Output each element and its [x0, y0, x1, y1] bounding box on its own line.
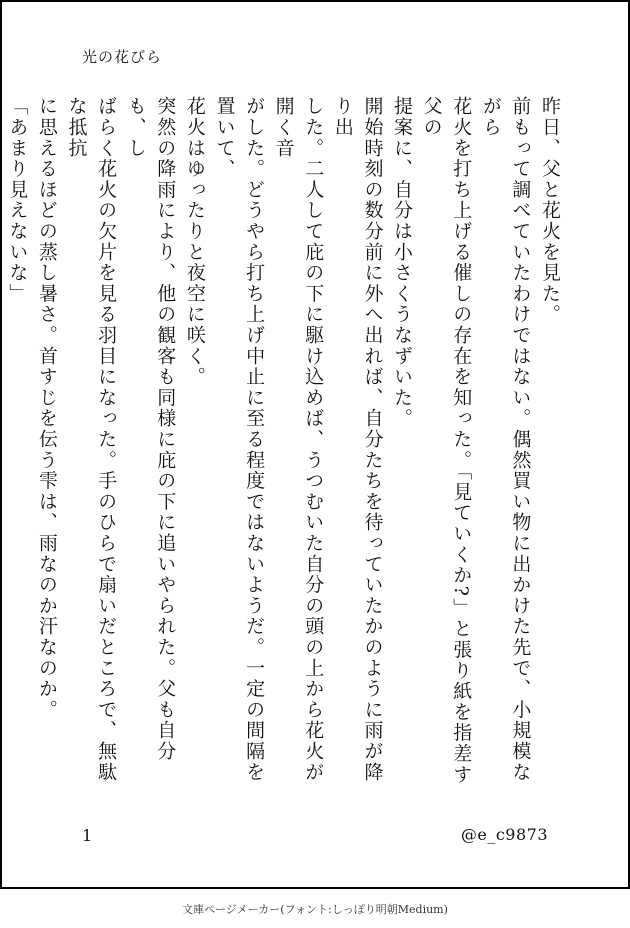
- paragraph: [0, 96, 2, 786]
- page-title: 光の花びら: [82, 48, 163, 66]
- paragraph: 前もって調べていたわけではない。偶然買い物に出かけた先で、小規模ながら 花火を打ち上げる催しの存在を知った。「見ていくか?」と張り紙を指差す父の 提案に、自分は小さくうなずいた。: [391, 96, 532, 785]
- body-text: [6, 96, 564, 786]
- paragraph: 「あまり見えないな」: [6, 96, 29, 304]
- paragraph: 開始時刻の数分前に外へ出れば、自分たちを待っていたかのように雨が降り出 した。二人して庇の下に駆け込めば、うつむいた自分の頭の上から花火が開く音 がした。どうやら打ち上げ中止に至る程度ではないようだ。一定の間隔を置いて、 花火はゆったりと夜空に咲く。: [183, 96, 384, 783]
- paragraph: 昨日、父と花火を見た。: [539, 96, 561, 325]
- author-handle: @e_c9873: [460, 825, 548, 844]
- page-number: 1: [82, 826, 93, 845]
- credit-footer: 文庫ページメーカー(フォント:しっぽり明朝Medium): [182, 903, 448, 916]
- paragraph: 突然の降雨により、他の観客も同様に庇の下に追いやられた。父も自分も、し ばらく花火の欠片を見る羽目になった。手のひらで扇いだところで、無駄な抵抗 に思えるほどの蒸し暑さ。首すじを伝う雫は、雨なのか汗なのか。: [35, 96, 177, 783]
